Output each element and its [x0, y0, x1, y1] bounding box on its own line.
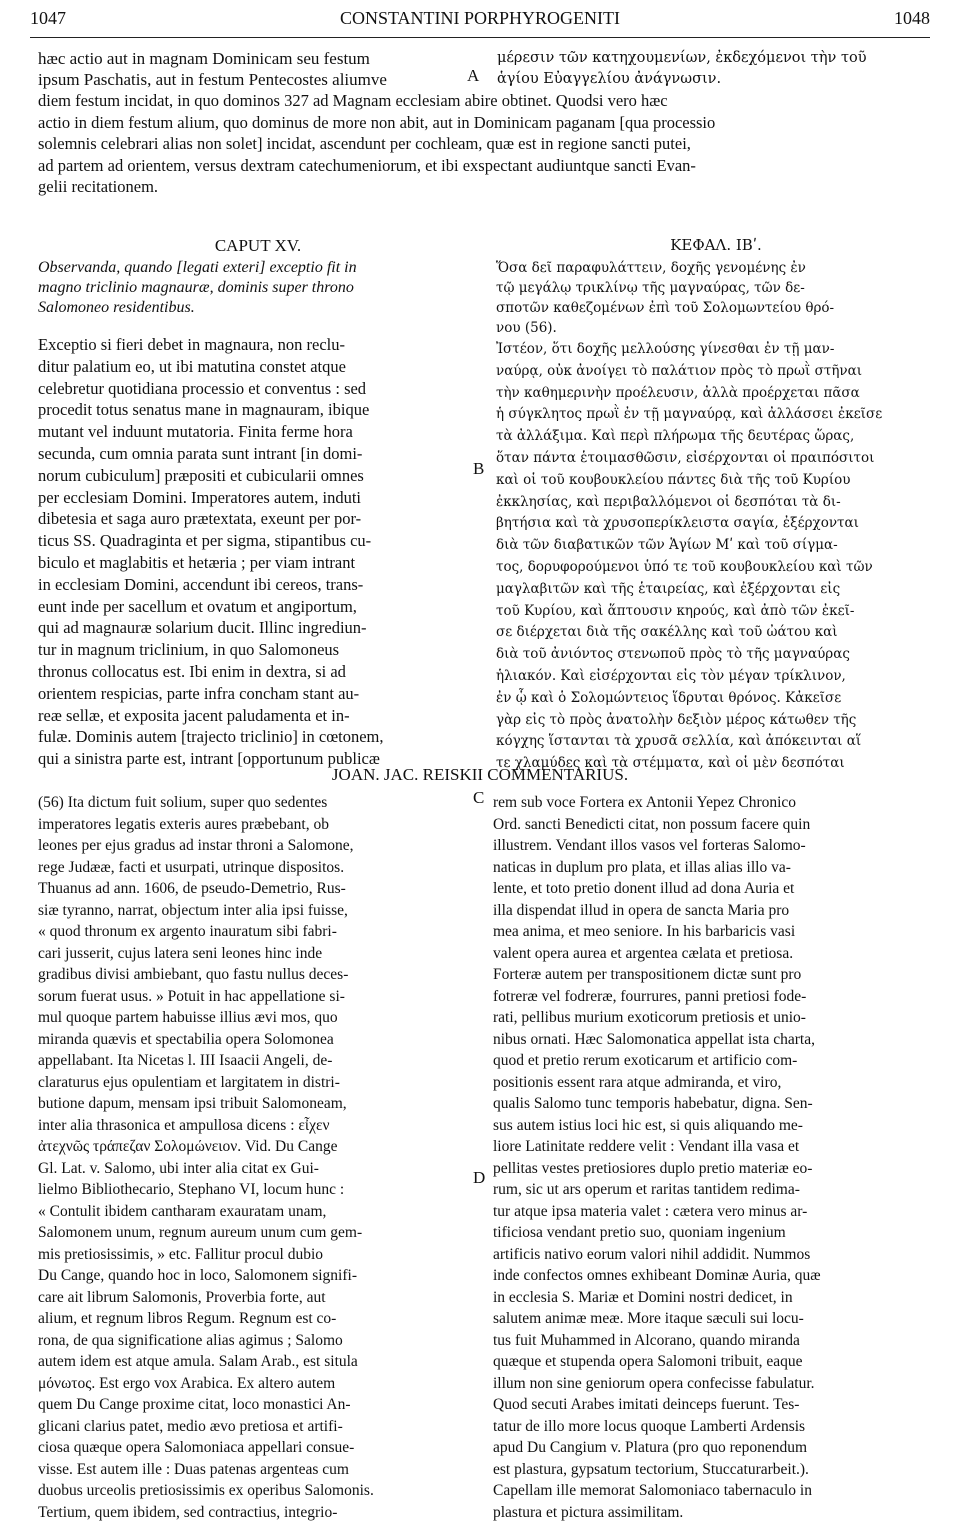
text-line: norum cubiculum] præpositi et cubicularii omnes [38, 465, 364, 485]
commentary-line: tatur de illo more locus quoque Lamberti Ardensis [493, 1417, 806, 1435]
commentary-line: qualis Salomo tunc temporis habebatur, digna. Sen- [493, 1095, 813, 1112]
commentary-line: Forteræ autem per transpositionem dictæ sunt pro [493, 966, 802, 983]
text-line: ὅταν πάντα ἑτοιμασθῶσιν, εἰσέρχονται οἱ πραιπόσιτοι [496, 449, 875, 466]
commentary-line: est plastura, gypsatum tectorium, Stuccaturarbeit.). [493, 1460, 809, 1478]
commentary-heading: JOAN. JAC. REISKII COMMENTARIUS. [331, 765, 629, 784]
text-line: tur in magnum triclinium, in quo Salomoneus [38, 640, 340, 660]
commentary-line: sorum fuerat usus. » Potuit in hac appellatione si- [38, 987, 345, 1005]
text-line: τὰ ἀλλάξιμα. Καὶ περὶ πλήρωμα τῆς δευτέρας ὥρας, [496, 428, 855, 445]
text-line: hæc actio aut in magnam Dominicam seu festum [38, 49, 370, 68]
marker-d: D [473, 1168, 486, 1187]
commentary-left-column [38, 792, 478, 1523]
text-line: ditur palatium eo, ut ibi matutina constet atque [38, 356, 346, 376]
commentary-line: tificiosa vendant pretio suo, quoniam ingenium [493, 1224, 786, 1241]
commentary-line: Gl. Lat. v. Salomo, ubi inter alia citat ex Gui- [38, 1159, 319, 1177]
text-line: dibetesia et saga auro prætextata, exeunt per por- [38, 509, 362, 529]
commentary-line: inter alia thrasonica et ampullosa dicens : εἶχεν [38, 1116, 330, 1134]
marker-a: A [467, 66, 480, 85]
commentary-line: quæque et stupenda opera Salomoni tribuit, eaque [493, 1353, 803, 1370]
commentary-line: inde confectos omnes exhibeant Dominæ Auria, quæ [493, 1267, 821, 1284]
commentary-line: siæ tyranno, narrat, objectum inter alia ipsi fuisse, [38, 901, 348, 919]
text-line: Ἰστέον, ὅτι δοχῆς μελλούσης γίνεσθαι ἐν τῇ μαν- [496, 341, 835, 357]
text-line: actio in diem festum alium, quo dominus de more non abit, aut in Dominicam paganam [qua processio [38, 112, 716, 132]
commentary-line: mul quoque partem habuisse illius ævi mos, quo [38, 1009, 338, 1026]
text-line: τὴν καθημερινὴν προέλευσιν, ἀλλὰ προέρχεται πᾶσα [496, 384, 860, 401]
text-line: Exceptio si fieri debet in magnaura, non reclu- [38, 335, 345, 354]
right-page-number: 1048 [894, 8, 930, 28]
commentary-line: leones per ejus gradus ad instar throni a Salomone, [38, 837, 354, 854]
commentary-line: illustrem. Vendant illos vasos vel forteras Salomo- [493, 837, 806, 854]
commentary-line: plastura et pictura assimilitam. [493, 1503, 684, 1521]
commentary-line: Thuanus ad ann. 1606, de pseudo-Demetrio, Rus- [38, 880, 346, 897]
commentary-line: apud Du Cangium v. Platura (pro quo reponendum [493, 1439, 808, 1456]
text-line: διὰ τοῦ ἀνιόντος στενωποῦ πρὸς τὸ τῆς μαγναύρας [496, 646, 850, 663]
intro-greek-lines [497, 48, 937, 90]
commentary-line: artificis nativo eorum valori nihil addidit. Nummos [493, 1245, 811, 1263]
text-line: βητήσια καὶ τὰ χρυσοπερίκλειστα σαγία, ἐξέρχονται [496, 515, 859, 532]
greek-summary [496, 258, 936, 338]
text-line: τος, δορυφορούμενοι ὑπό τε τοῦ κουβουκλείου καὶ τῶν [496, 558, 873, 575]
commentary-line: claraturus ejus opulentiam et largitatem in distri- [38, 1073, 340, 1091]
text-line: orientem respicias, parte infra concham stant au- [38, 683, 360, 703]
commentary-line: cari jusserit, cujus latera seni leones hinc inde [38, 944, 323, 962]
commentary-line: rona, de qua significatione alias agimus ; Salomo [38, 1331, 343, 1349]
commentary-line: lielmo Bibliothecario, Stephano VI, locum hunc : [38, 1181, 345, 1198]
text-line: ἡ σύγκλητος πρωῒ ἐν τῇ μαγναύρᾳ, καὶ ἀλλάσσει ἐκεῖσε [496, 406, 883, 423]
summary-line: Observanda, quando [legati exteri] exceptio fit in [38, 259, 357, 276]
commentary-line: glicani clarius patet, medio ævo pretiosa et artifi- [38, 1417, 343, 1435]
commentary-line: visse. Est autem ille : Duas patenas argenteas cum [38, 1460, 349, 1478]
text-line: reæ sellæ, et exposita jacent paludamenta et in- [38, 705, 350, 725]
commentary-line: valent opera aurea et argentea cælata et pretiosa. [493, 944, 794, 962]
commentary-line: Du Cange, quando hoc in loco, Salomonem signifi- [38, 1267, 357, 1284]
commentary-line: rum, sic ut ars operum et raritas tantidem redima- [493, 1181, 800, 1198]
commentary-line: miranda quævis et spectabilia opera Solomonea [38, 1030, 334, 1048]
text-line: κόγχης ἵστανται τὰ χρυσᾶ σελλία, καὶ ἀπόκεινται αἵ [496, 733, 862, 750]
text-line: μέρεσιν τῶν κατηχουμενίων, ἐκδεχόμενοι τὴν τοῦ [497, 50, 867, 66]
header-rule [30, 37, 930, 38]
summary-line: τῷ μεγάλῳ τρικλίνῳ τῆς μαγναύρας, τῶν δε- [496, 280, 805, 296]
summary-line: νου (56). [496, 320, 557, 336]
commentary-line: illa dispendat illud in opera de sancta Maria pro [493, 901, 790, 919]
text-line: eunt inde per sacellum et ovatum et angiportum, [38, 596, 357, 616]
commentary-line: rati, pellibus murium exoticorum pretiosis et unio- [493, 1009, 806, 1026]
text-line: ναύρᾳ, οὐκ ἀνοίγει τὸ παλάτιον πρὸς τὸ πρωῒ στῆναι [496, 362, 863, 379]
commentary-line: care ait librum Salomonis, Proverbia forte, aut [38, 1288, 326, 1306]
text-line: solemnis celebrari alias non solet] incidat, ascendunt per cochleam, quæ est in regione sancti putei, [38, 134, 691, 153]
text-line: ἐν ᾧ καὶ ὁ Σολομώντειος ἵδρυται θρόνος. Κἀκεῖσε [496, 689, 842, 706]
text-line: μαγλαβιτῶν καὶ τῆς ἑταιρείας, καὶ ἐξέρχονται εἰς [496, 580, 841, 597]
commentary-line: Quod secuti Arabes imitati deinceps fuerunt. Tes- [493, 1396, 800, 1413]
commentary-line: gradibus divisi ambiebant, quo fastu nullus deces- [38, 966, 349, 983]
commentary-line: lente, et toto pretio donent illud ad dona Auria et [493, 880, 795, 897]
commentary-line: quem Du Cange proxime citat, loco monastici An- [38, 1396, 351, 1413]
commentary-line: imperatores legatis exteris aures præbebant, ob [38, 815, 329, 833]
commentary-line: Salomonem unum, regnum aureum unum cum gem- [38, 1224, 363, 1241]
commentary-line: Capellam ille memorat Salomoniaco tabernaculo in [493, 1482, 812, 1499]
commentary-line: nibus ornati. Hæc Salomonatica appellat ista charta, [493, 1030, 815, 1048]
text-line: celebretur quotidiana processio et conventus : sed [38, 378, 367, 398]
commentary-line: duobus urceolis pretiosissimis ex operibus Salomonis. [38, 1482, 374, 1499]
commentary-line: mea anima, et meo seniore. In his barbaricis vasi [493, 923, 796, 940]
commentary-line: quod et pretio rerum exoticarum et artificio com- [493, 1052, 798, 1069]
text-line: ad partem ad orientem, versus dextram catechumeniorum, et ibi exspectant audiuntque sancti Evan- [38, 155, 696, 175]
running-title: CONSTANTINI PORPHYROGENITI [339, 8, 621, 28]
text-line: σε διέρχεται διὰ τῆς σακέλλης καὶ τοῦ ὠάτου καὶ [496, 624, 838, 641]
commentary-line: pellitas vestes pretiosiores duplo pretio materiæ eo- [493, 1159, 813, 1177]
commentary-line: μόνωτος. Est ergo vox Arabica. Ex altero autem [38, 1374, 336, 1392]
text-line: τοῦ Κυρίου, καὶ ἅπτουσιν κηρούς, καὶ ἀπὸ τῶν ἐκεῖ- [496, 602, 855, 619]
latin-chapter-heading: CAPUT XV. [214, 236, 302, 255]
commentary-line: naticas in duplum pro plata, et illas alias illo va- [493, 858, 791, 876]
marker-c: C [473, 788, 485, 807]
text-line: qui a sinistra parte est, intrant [opportunum publicæ [38, 749, 380, 769]
commentary-line: (56) Ita dictum fuit solium, super quo sedentes [38, 794, 328, 811]
commentary-line: butione dapum, mensam ipsi tribuit Salomoneam, [38, 1095, 347, 1112]
text-line: secunda, cum omnia parata sunt intrant [in domi- [38, 443, 363, 463]
intro-latin-lines [38, 48, 458, 90]
commentary-line: « Contulit ibidem cantharam exauratam unam, [38, 1202, 327, 1220]
commentary-line: illum non sine geniorum opera confecisse fabulatur. [493, 1374, 815, 1392]
text-line: gelii recitationem. [38, 177, 159, 196]
commentary-line: mis pretiosissimis, » etc. Fallitur procul dubio [38, 1245, 324, 1263]
text-line: ipsum Paschatis, aut in festum Pentecostes aliumve [38, 70, 387, 89]
summary-line: Ὅσα δεῖ παραφυλάττειν, δοχῆς γενομένης ἐν [496, 260, 806, 276]
text-line: biculo et maglabitis et hetæria ; per viam intrant [38, 552, 356, 572]
text-line: diem festum incidat, in quo dominos 327 ad Magnam ecclesiam abire obtinet. Quodsi vero hæc [38, 91, 668, 110]
commentary-line: « quod thronum ex argento inauratum sibi fabri- [38, 923, 337, 940]
text-line: τε χλαμύδες καὶ τὰ στέμματα, καὶ οἱ μὲν δεσπόται [496, 755, 845, 772]
summary-line: σποτῶν καθεζομένων ἐπὶ τοῦ Σολομωντείου θρό- [496, 300, 835, 316]
text-line: καὶ οἱ τοῦ κουβουκλείου πάντες διὰ τῆς τοῦ Κυρίου [496, 471, 851, 488]
commentary-line: autem idem est atque amula. Salam Arab., est situla [38, 1353, 358, 1370]
summary-line: Salomoneo residentibus. [38, 299, 195, 316]
text-line: διὰ τῶν διαβατικῶν τῶν Ἁγίων Μʹ καὶ τοῦ σίγμα- [496, 537, 838, 554]
commentary-line: Ord. sancti Benedicti citat, non possum facere quin [493, 815, 811, 833]
text-line: mutant vel induunt mutatoria. Finita ferme hora [38, 422, 353, 442]
text-line: thronus collocatus est. Ibi enim in dextra, si ad [38, 661, 346, 681]
commentary-line: fotreræ vel fodreræ, fourrures, panni pretiosi fode- [493, 987, 807, 1005]
summary-line: magno triclinio magnauræ, dominis super throno [38, 279, 354, 296]
commentary-line: ciosa quæque opera Salomoniaca appellari consue- [38, 1439, 355, 1456]
commentary-line: alium, et regnum libros Regum. Regnum est co- [38, 1310, 337, 1327]
latin-body [38, 334, 478, 770]
text-line: qui ad magnauræ solarium ducit. Illinc ingrediun- [38, 618, 367, 638]
intro-full-lines [38, 90, 935, 198]
text-line: ticus SS. Quadraginta et per sigma, stipantibus cu- [38, 531, 372, 551]
commentary-line: sus autem istius loci hic est, si quis aliquando me- [493, 1116, 803, 1134]
left-page-number: 1047 [30, 8, 66, 28]
commentary-line: rem sub voce Fortera ex Antonii Yepez Chronico [493, 794, 797, 811]
running-header [30, 8, 930, 38]
text-line: in ecclesiam Domini, accendunt ibi cereos, trans- [38, 574, 364, 594]
text-line: procedit totus senatus mane in magnauram, ibique [38, 400, 370, 420]
commentary-line: salutem animæ meæ. More itaque sæculi sui locu- [493, 1310, 804, 1327]
commentary-line: rege Judææ, facti et usurpati, utrinque dispositos. [38, 858, 345, 876]
text-line: ἐκκλησίας, καὶ περιβαλλόμενοι οἱ δεσπόται τὰ δι- [496, 493, 841, 510]
commentary-line: in ecclesia S. Mariæ et Domini nostri dedicet, in [493, 1288, 793, 1306]
text-line: fulæ. Dominis autem [trajecto triclinio] in cœtonem, [38, 727, 384, 747]
commentary-line: tus fuit Muhammed in Alcorano, quando miranda [493, 1331, 800, 1349]
latin-summary [38, 258, 478, 318]
text-line: ἡλιακόν. Καὶ εἰσέρχονται εἰς τὸν μέγαν τρίκλινον, [496, 667, 846, 684]
text-line: ἁγίου Εὐαγγελίου ἀνάγνωσιν. [497, 71, 722, 87]
commentary-right-column [493, 792, 933, 1523]
commentary-line: liore Latinitate reddere velit : Vendant illa vasa et [493, 1138, 800, 1155]
commentary-line: ἀτεχνῶς τράπεζαν Σολομώνειον. Vid. Du Cange [38, 1138, 338, 1155]
marker-b: B [473, 459, 485, 478]
greek-body [496, 339, 936, 775]
text-line: per ecclesiam Domini. Imperatores autem, induti [38, 487, 362, 507]
commentary-line: positionis essent rara atque admiranda, et viro, [493, 1073, 782, 1091]
commentary-line: appellabant. Ita Nicetas l. III Isaacii Angeli, de- [38, 1052, 333, 1069]
commentary-line: Tertium, quem ibidem, sed contractius, integrio- [38, 1503, 338, 1521]
text-line: γὰρ εἰς τὸ πρὸς ἀνατολὴν δεξιὸν μέρος κάτωθεν τῆς [496, 711, 857, 728]
commentary-line: tur atque ipsa materia valet : cætera vero minus ar- [493, 1202, 808, 1220]
greek-chapter-heading: ΚΕΦΑΛ. ΙΒʹ. [670, 236, 762, 254]
